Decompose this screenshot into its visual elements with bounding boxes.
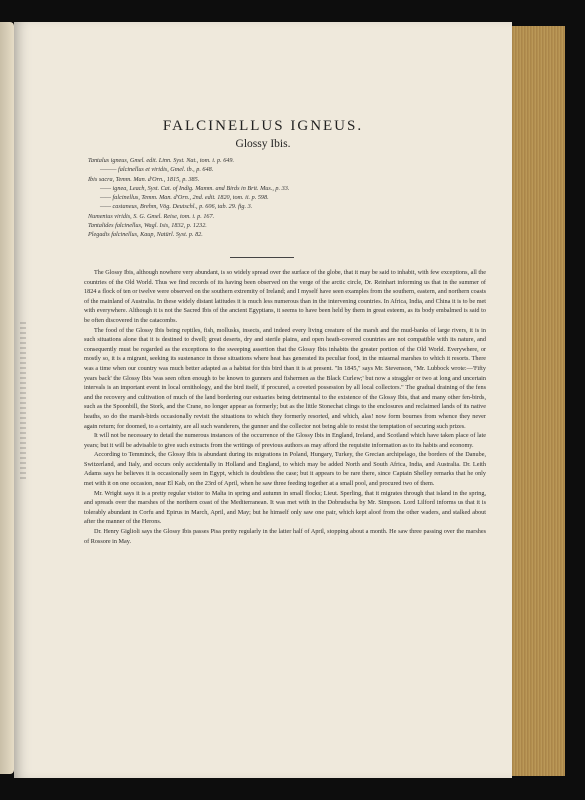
body-text bbox=[84, 268, 486, 546]
synonymy-list bbox=[88, 156, 488, 240]
synonym-line: Tantalus igneus, Gmel. edit. Linn. Syst. Nat., tom. i. p. 649. bbox=[88, 157, 235, 164]
paragraph: According to Temminck, the Glossy Ibis is abundant during its migrations in Poland, Hungary, Turkey, the Grecian archipelago, the borders of the Danube, Switzerland, and Italy, and occurs only accidentally in Holland and England, to which may be added North and South Africa, India, and Australia. Dr. Leith Adams says he believes it is occasionally seen in Egypt, which is doubtless the case; but it appears to be rare there, since Captain Shelley remarks that he only met with it on one occasion, near El Kab, on the 23rd of April, when he saw three feeding together at a small pool, and procured two of them. bbox=[84, 451, 486, 488]
page-block-edge bbox=[512, 26, 565, 776]
synonym-line: —— ignea, Leach, Syst. Cat. of Indig. Mamm. and Birds in Brit. Mus., p. 33. bbox=[100, 184, 290, 192]
paragraph: Dr. Henry Giglioli says the Glossy Ibis passes Pisa pretty regularly in the latter half of April, stopping about a month. He saw three passing over the marshes of Rossore in May. bbox=[84, 528, 486, 545]
paragraph: The Glossy Ibis, although nowhere very abundant, is so widely spread over the surface of the globe, that it may be said to inhabit, with few exceptions, all the countries of the Old World. Thus we find records of its having been observed on the verge of the arctic circle, Dr. Reinhart informing us that in the summer of 1824 a flock of ten or twelve were observed on the southern extremity of Ireland; and I myself have seen examples from the southern, eastern, and northern coasts of the mainland of Australia. In these widely distant latitudes it is much less numerous than in the intervening countries. In Africa, India, and China it is to be met with everywhere. Although it is not the Sacred Ibis of the ancient Egyptians, it seems to have been held by them in great esteem, as its body embalmed is said to be often discovered in the catacombs. bbox=[84, 269, 486, 324]
synonym-line: Numenius viridis, S. G. Gmel. Reise, tom. i. p. 167. bbox=[88, 212, 215, 220]
spine-gutter bbox=[20, 322, 26, 482]
common-name-heading: Glossy Ibis. bbox=[235, 138, 291, 150]
section-divider bbox=[230, 257, 294, 258]
synonym-line: Plegadis falcinellus, Kaup, Natürl. Syst. p. 82. bbox=[88, 231, 203, 239]
page-title: FALCINELLUS IGNEUS. bbox=[162, 118, 364, 134]
paragraph: It will not be necessary to detail the numerous instances of the occurrence of the Glossy Ibis in England, Ireland, and Scotland which have taken place of late years; but it will be advisable to give such extracts from the writings of previous authors as may afford the requisite information as to its habits and economy. bbox=[84, 432, 486, 449]
synonym-line: Tantalides falcinellus, Wagl. Isis, 1832, p. 1232. bbox=[88, 222, 207, 230]
synonym-line: —— castaneus, Brehm, Vög. Deutschl., p. 606, tab. 29. fig. 3. bbox=[100, 203, 253, 211]
synonym-line: Ibis sacra, Temm. Man. d'Orn., 1815, p. 385. bbox=[88, 175, 200, 183]
synonym-line: —— falcinellus, Temm. Man. d'Orn., 2nd. edit. 1820, tom. ii. p. 598. bbox=[100, 194, 269, 202]
synonym-line: ——— falcinellus et viridis, Gmel. ib., p. 648. bbox=[100, 166, 214, 174]
paragraph: The food of the Glossy Ibis being reptiles, fish, mollusks, insects, and indeed every living creature of the marsh and the mud-banks of large rivers, it is in such situations alone that it is destined to dwell; great deserts, dry and sterile plains, and open heath-covered countries are not compatible with its nature, and consequently must be regarded as the exceptions to the sweeping assertion that the Glossy Ibis inhabits the greater portion of the Old World. Everywhere, or mostly so, it is a migrant, seeking its sustenance in those situations where heat has generated its peculiar food, in the miasmal marshes to which it resorts. There was a time when our country was much better adapted as a habitat for this bird than it is at present. "In 1845," says Mr. Stevenson, "Mr. Lubbock wrote:—'Fifty years back' the Glossy Ibis 'was seen often enough to be known to gunners and fishermen as the Black Curlew;' but now a straggler or two at long and uncertain intervals is an important event in local ornithology, and the bird itself, if procured, a coveted possession by all local collectors." The gradual draining of the fens and the recovery and cultivation of much of the land bordering our estuaries being detrimental to the existence of the Glossy Ibis, that and many other fen-birds, such as the Spoonbill, the Stork, and the Crane, no longer appear as formerly; but as the little Stonechat clings to the enclosures and reclaimed lands of its native heaths, so do the marsh-birds occasionally revisit the situations to which they formerly resorted, and which, alas! now form bournes from whence they never again return; for doomed, to a certainty, are all such wanderers, the gunner and the collector not being able to resist the temptation of securing such prizes. bbox=[84, 326, 486, 430]
paragraph: Mr. Wright says it is a pretty regular visitor to Malta in spring and autumn in small flocks; Lieut. Sperling, that it migrates through that island in the spring, and spreads over the marshes of the northern coast of the Mediterranean. It was met with in the Dobrudscha by Mr. Simpson. Lord Lilford informs us that it is tolerably abundant in Corfu and Epirus in March, April, and May; but he himself only saw one pair, which kept aloof from the other waders, and stalked about after the manner of the Herons. bbox=[84, 489, 486, 526]
facing-page-edge bbox=[0, 22, 14, 774]
